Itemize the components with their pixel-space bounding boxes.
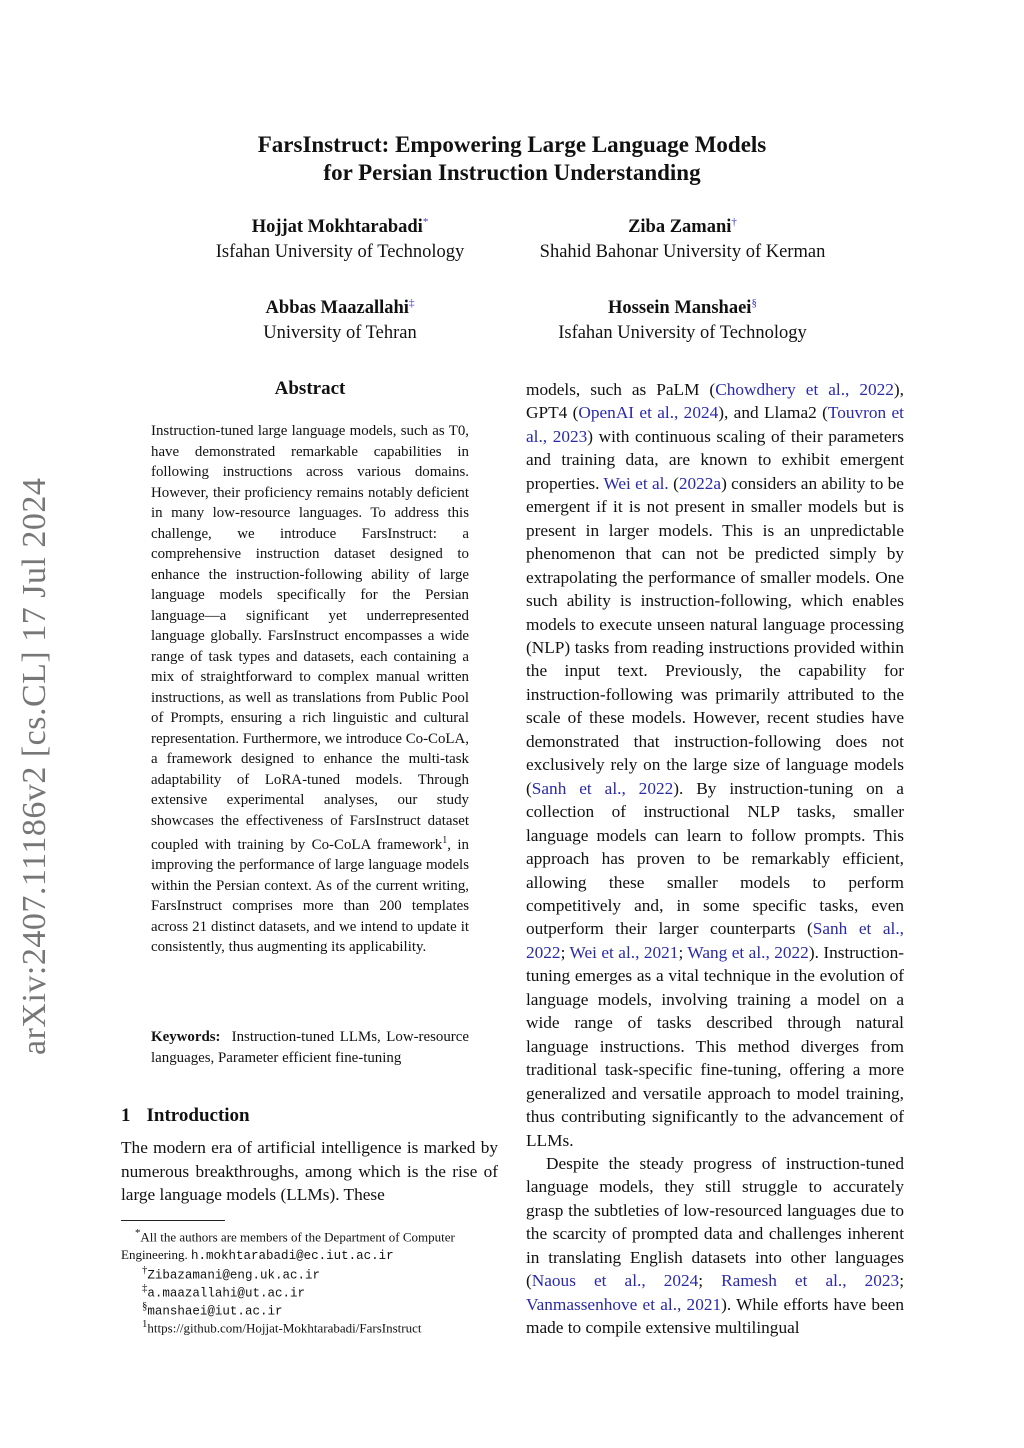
author-mark: § — [751, 297, 757, 309]
author-affiliation: Isfahan University of Technology — [215, 242, 465, 263]
citation-link[interactable]: Wang et al., 2022 — [687, 942, 809, 962]
footnote-mark: 1 — [142, 1318, 148, 1330]
citation-link[interactable]: Sanh et al., 2022 — [531, 778, 674, 798]
citation-link[interactable]: Chowdhery et al., 2022 — [715, 380, 894, 399]
author-name: Hojjat Mokhtarabadi — [251, 217, 423, 238]
email-link[interactable]: manshaei@iut.ac.ir — [147, 1304, 283, 1319]
author-affiliation: University of Tehran — [263, 323, 417, 344]
body-paragraph — [526, 1152, 904, 1340]
keywords-label: Keywords: — [151, 1029, 221, 1045]
body-paragraph — [526, 378, 904, 1152]
author-block-2 — [515, 210, 850, 265]
footnote-marker[interactable]: 1 — [442, 835, 448, 846]
footnote-divider — [121, 1220, 225, 1221]
footnote-text: All the authors are members of the Department of Computer Engineering. — [121, 1229, 455, 1263]
email-link[interactable]: h.mokhtarabadi@ec.iut.ac.ir — [191, 1249, 394, 1264]
abstract-text-part: Instruction-tuned large language models, such as T0, have demonstrated remarkable capabilities in following instructions across various domains. However, their proficiency remains notably deficient in many low-resource languages. To address this challenge, we introduce FarsInstruct: a comprehensive instruction dataset designed to enhance the instruction-following ability of large language models specifically for the Persian language—a significant yet underrepresented language globally. FarsInstruct encompasses a wide range of task types and datasets, each containing a mix of straightforward to complex manual written instructions, as well as translations from Public Pool of Prompts, ensuring a rich linguistic and cultural representation. Furthermore, we introduce Co-CoLA, a framework designed to enhance the multi-task adaptability of LoRA-tuned models. Through extensive experimental analyses, our study showcases the effectiveness of FarsInstruct dataset coupled with training by Co-CoLA framework — [151, 423, 469, 853]
section-title: Introduction — [146, 1105, 250, 1126]
text-run: ; — [678, 942, 688, 962]
text-run: ; — [560, 942, 570, 962]
arxiv-identifier: arXiv:2407.11186v2 [cs.CL] 17 Jul 2024 — [16, 477, 53, 1055]
section-heading — [121, 1105, 250, 1127]
email-link[interactable]: Zibazamani@eng.uk.ac.ir — [147, 1268, 320, 1283]
text-run: ; — [899, 1271, 904, 1291]
citation-link[interactable]: Vanmassenhove et al., 2021 — [526, 1294, 722, 1314]
text-run: ). While efforts have been made to compile extensive multilingual — [526, 1294, 904, 1338]
author-block-4 — [515, 291, 850, 346]
text-run: ) with continuous scaling of their parameters and training data, are known to exhibit emergent properties. — [526, 426, 904, 493]
text-run: ) considers an ability to be emergent if it is not present in smaller models but is present in larger models. This is an unpredictable phenomenon that can not be predicted simply by extrapolating the performance of smaller models. One such ability is instruction-following, which enables models to execute unseen natural language processing (NLP) tasks from reading instructions provided within the input text. Previously, the capability for instruction-following was primarily attributed to the scale of these models. However, recent studies have demonstrated that instruction-following does not exclusively rely on the large size of language models ( — [526, 473, 904, 798]
author-mark: † — [731, 216, 737, 228]
author-name: Abbas Maazallahi — [265, 298, 409, 319]
title-line-2: for Persian Instruction Understanding — [323, 160, 701, 185]
author-affiliation: Shahid Bahonar University of Kerman — [539, 242, 826, 263]
abstract-text-part: , in improving the performance of large language models within the Persian context. As of the current writing, FarsInstruct comprises more than 200 templates across 21 distinct datasets, and we intend to update it consistently, thus augmenting its applicability. — [151, 836, 469, 956]
author-name: Hossein Manshaei — [608, 298, 752, 319]
section-number: 1 — [121, 1105, 131, 1126]
author-mark: * — [422, 216, 429, 228]
text-run: models, such as PaLM ( — [526, 380, 716, 399]
footnote-mark: † — [142, 1264, 148, 1276]
text-run: ). By instruction-tuning on a collection of instructional NLP tasks, smaller language models can learn to follow prompts. This approach has proven to be remarkably efficient, allowing these smaller models to perform competitively and, in some specific tasks, even outperform their larger counterparts ( — [526, 778, 904, 939]
text-run: ), GPT4 ( — [526, 380, 904, 423]
author-block-1 — [190, 210, 490, 265]
email-link[interactable]: a.maazallahi@ut.ac.ir — [147, 1286, 305, 1301]
title-line-1: FarsInstruct: Empowering Large Language Models — [257, 132, 767, 157]
text-run: ). Instruction-tuning emerges as a vital technique in the evolution of language models, involving training a model on a wide range of tasks described through natural language instructions. This method diverges from traditional task-specific fine-tuning, offering a more generalized and versatile approach to model training, thus contributing significantly to the advancement of LLMs. — [526, 942, 904, 1150]
citation-link[interactable]: OpenAI et al., 2024 — [578, 403, 719, 423]
github-link[interactable]: https://github.com/Hojjat-Mokhtarabadi/FarsInstruct — [147, 1320, 422, 1336]
author-mark: ‡ — [408, 297, 415, 309]
citation-link[interactable]: Wei et al., 2021 — [569, 942, 679, 962]
citation-link[interactable]: 2022a — [678, 473, 722, 493]
citation-link[interactable]: Naous et al., 2024 — [531, 1271, 699, 1291]
text-run: ; — [698, 1271, 722, 1291]
keywords — [151, 1027, 469, 1068]
citation-link[interactable]: Touvron et al., 2023 — [526, 403, 904, 446]
abstract-body — [151, 421, 469, 958]
citation-link[interactable]: Ramesh et al., 2023 — [721, 1271, 900, 1291]
footnote-1 — [121, 1224, 498, 1265]
author-affiliation: Isfahan University of Technology — [558, 323, 807, 344]
citation-link[interactable]: Sanh et al., 2022 — [526, 919, 904, 962]
footnote-mark: § — [142, 1300, 148, 1312]
text-run: ( — [668, 473, 679, 493]
keywords-text: Instruction-tuned LLMs, Low-resource languages, Parameter efficient fine-tuning — [151, 1029, 469, 1066]
footnote-5 — [121, 1315, 498, 1337]
citation-link[interactable]: Wei et al. — [603, 473, 669, 493]
abstract-heading: Abstract — [274, 378, 346, 399]
footnote-mark: ‡ — [142, 1282, 148, 1294]
text-run: Despite the steady progress of instruction-tuned language models, they still struggle to accurately grasp the subtleties of low-resourced languages due to the scarcity of prompted data and challenges inherent in translating English datasets into other languages ( — [526, 1153, 904, 1291]
text-run: ), and Llama2 ( — [718, 403, 828, 423]
footnote-mark: * — [135, 1227, 141, 1239]
intro-paragraph: The modern era of artificial intelligence is marked by numerous breakthroughs, among which is the rise of large language models (LLMs). These — [121, 1138, 498, 1205]
paper-title — [0, 131, 1024, 187]
right-column — [526, 378, 904, 1340]
author-block-3 — [190, 291, 490, 346]
author-name: Ziba Zamani — [628, 217, 732, 238]
